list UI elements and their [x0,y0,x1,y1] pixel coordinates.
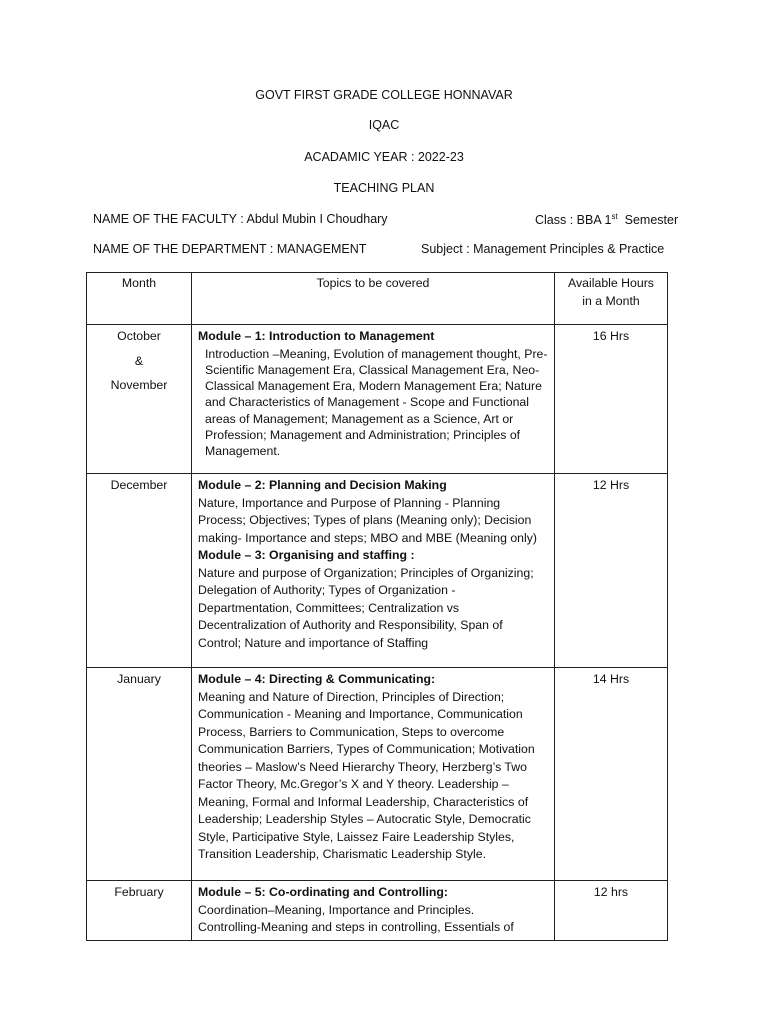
iqac-label: IQAC [368,118,400,132]
teaching-plan-table [86,272,668,941]
college-name: GOVT FIRST GRADE COLLEGE HONNAVAR [255,88,513,102]
header-month: Month [87,273,192,325]
module-body: Controlling-Meaning and steps in controlling, Essentials of [198,920,514,934]
table-row [87,474,668,668]
hours-cell: 16 Hrs [555,325,668,474]
month-cell: December [87,474,192,668]
module-body: Introduction –Meaning, Evolution of management thought, Pre-Scientific Management Era, Classical Management Era, Neo-Classical Management Era, Modern Management Era; Nature and Characteristics of Management - Scope and Functional areas of Management; Management as a Science, Art or Profession; Management and Administration; Principles of Management. [205,346,548,459]
faculty-name: NAME OF THE FACULTY : Abdul Mubin I Choudhary [93,212,388,226]
topics-cell [192,474,555,668]
module-title: Module – 3: Organising and staffing : [198,548,415,562]
class-info [535,212,678,227]
header-topics: Topics to be covered [192,273,555,325]
topics-cell [192,881,555,941]
header-hours [555,273,668,325]
class-prefix: Class : BBA 1 [535,213,612,228]
header-hours-line2: in a Month [582,293,640,308]
department-name: NAME OF THE DEPARTMENT : MANAGEMENT [93,242,367,256]
module-body: Meaning and Nature of Direction, Principles of Direction; Communication - Meaning and Importance, Communication Process, Barriers to Communication, Steps to overcome Communication Barriers, Types of Communication; Motivation theories – Maslow’s Need Hierarchy Theory, Herzberg’s Two Factor Theory, Mc.Gregor’s X and Y theory. Leadership – Meaning, Formal and Informal Leadership, Characteristics of Leadership; Leadership Styles – Autocratic Style, Democratic Style, Participative Style, Laissez Faire Leadership Styles, Transition Leadership, Charismatic Leadership Style. [198,689,535,861]
hours-cell: 12 hrs [555,881,668,941]
month-ampersand: & [134,353,144,368]
table-row [87,668,668,881]
table-row [87,881,668,941]
hours-cell: 12 Hrs [555,474,668,668]
month-november: November [110,378,168,392]
table-row [87,325,668,474]
module-title: Module – 2: Planning and Decision Making [198,478,447,492]
topics-cell [192,325,555,474]
module-title: Module – 1: Introduction to Management [198,329,435,343]
academic-year: ACADAMIC YEAR : 2022-23 [304,150,464,164]
module-title: Module – 4: Directing & Communicating: [198,672,436,686]
module-title: Module – 5: Co-ordinating and Controlling: [198,885,449,899]
table-header-row [87,273,668,325]
module-body: Nature, Importance and Purpose of Planning - Planning Process; Objectives; Types of plans (Meaning only); Decision making- Importance and steps; MBO and MBE (Meaning only) [198,495,537,545]
topics-cell [192,668,555,881]
month-october: October [117,329,161,343]
month-cell: January [87,668,192,881]
subject-name: Subject : Management Principles & Practice [421,242,665,256]
month-cell: February [87,881,192,941]
month-cell [87,325,192,474]
module-body: Coordination–Meaning, Importance and Principles. [198,902,475,917]
hours-cell: 14 Hrs [555,668,668,881]
header-hours-line1: Available Hours [568,276,654,290]
class-superscript: st [611,212,618,221]
module-body: Nature and purpose of Organization; Principles of Organizing; Delegation of Authority; Types of Organization - Departmentation, Committees; Centralization vs Decentralization of Authority and Responsibility, Span of Control; Nature and importance of Staffing [198,565,534,650]
class-suffix: Semester [617,213,679,228]
document-title: TEACHING PLAN [333,181,435,195]
